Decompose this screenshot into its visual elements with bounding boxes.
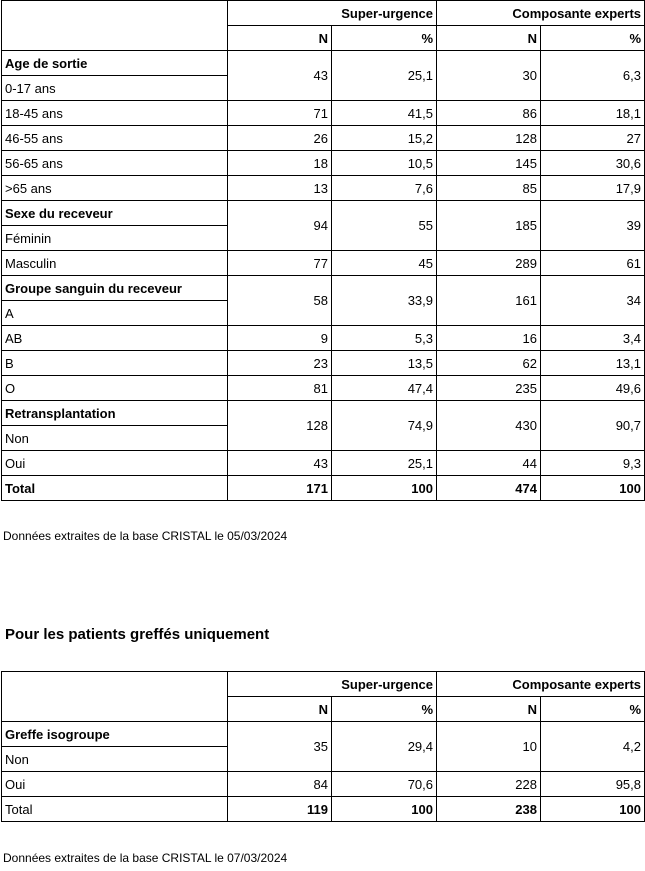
value-cell: 13,1 [541, 351, 645, 376]
value-cell: 289 [437, 251, 541, 276]
row-label: Total [2, 797, 228, 822]
total-row [2, 476, 645, 501]
value-cell: 74,9 [332, 401, 437, 451]
row-label: 18-45 ans [2, 101, 228, 126]
subheader-n: N [228, 697, 332, 722]
value-cell: 23 [228, 351, 332, 376]
value-cell: 62 [437, 351, 541, 376]
value-cell: 29,4 [332, 722, 437, 772]
value-cell: 15,2 [332, 126, 437, 151]
section-row [2, 51, 645, 76]
value-cell: 61 [541, 251, 645, 276]
table-row [2, 451, 645, 476]
value-cell: 71 [228, 101, 332, 126]
subheader-n: N [228, 26, 332, 51]
value-cell: 41,5 [332, 101, 437, 126]
value-cell: 25,1 [332, 51, 437, 101]
value-cell: 9 [228, 326, 332, 351]
value-cell: 26 [228, 126, 332, 151]
value-cell: 100 [541, 476, 645, 501]
table-row [2, 126, 645, 151]
row-label: 46-55 ans [2, 126, 228, 151]
subheader-pct: % [332, 26, 437, 51]
value-cell: 35 [228, 722, 332, 772]
value-cell: 45 [332, 251, 437, 276]
value-cell: 17,9 [541, 176, 645, 201]
group-header-row [2, 672, 645, 697]
section-label: Retransplantation [2, 401, 228, 426]
value-cell: 238 [437, 797, 541, 822]
value-cell: 33,9 [332, 276, 437, 326]
value-cell: 94 [228, 201, 332, 251]
section-label: Greffe isogroupe [2, 722, 228, 747]
row-label: A [2, 301, 228, 326]
value-cell: 13,5 [332, 351, 437, 376]
value-cell: 30,6 [541, 151, 645, 176]
section-row [2, 401, 645, 426]
row-label: Oui [2, 451, 228, 476]
value-cell: 77 [228, 251, 332, 276]
value-cell: 100 [332, 797, 437, 822]
corner-cell [2, 672, 228, 722]
table-row [2, 101, 645, 126]
value-cell: 18 [228, 151, 332, 176]
table-row [2, 176, 645, 201]
value-cell: 13 [228, 176, 332, 201]
value-cell: 84 [228, 772, 332, 797]
row-label: AB [2, 326, 228, 351]
value-cell: 18,1 [541, 101, 645, 126]
table-row [2, 151, 645, 176]
value-cell: 90,7 [541, 401, 645, 451]
corner-cell [2, 1, 228, 51]
table-grafted [1, 671, 645, 822]
table-body [2, 722, 645, 822]
subheader-pct: % [332, 697, 437, 722]
group-header-composante-experts: Composante experts [437, 1, 645, 26]
row-label: Non [2, 747, 228, 772]
value-cell: 128 [437, 126, 541, 151]
total-row [2, 797, 645, 822]
value-cell: 10,5 [332, 151, 437, 176]
source-note: Données extraites de la base CRISTAL le 07/03/2024 [3, 851, 288, 865]
table-row [2, 772, 645, 797]
value-cell: 4,2 [541, 722, 645, 772]
value-cell: 5,3 [332, 326, 437, 351]
value-cell: 3,4 [541, 326, 645, 351]
value-cell: 43 [228, 451, 332, 476]
section-label: Groupe sanguin du receveur [2, 276, 228, 301]
section-label: Sexe du receveur [2, 201, 228, 226]
table-row [2, 251, 645, 276]
value-cell: 85 [437, 176, 541, 201]
group-header-row [2, 1, 645, 26]
value-cell: 44 [437, 451, 541, 476]
group-header-super-urgence: Super-urgence [228, 1, 437, 26]
value-cell: 9,3 [541, 451, 645, 476]
row-label: Féminin [2, 226, 228, 251]
value-cell: 30 [437, 51, 541, 101]
table-row [2, 376, 645, 401]
value-cell: 47,4 [332, 376, 437, 401]
value-cell: 185 [437, 201, 541, 251]
value-cell: 58 [228, 276, 332, 326]
value-cell: 100 [541, 797, 645, 822]
value-cell: 474 [437, 476, 541, 501]
value-cell: 235 [437, 376, 541, 401]
table-recipients [1, 0, 645, 501]
table-row [2, 326, 645, 351]
section-heading: Pour les patients greffés uniquement [5, 626, 270, 643]
source-note: Données extraites de la base CRISTAL le 05/03/2024 [3, 529, 288, 543]
table-row [2, 351, 645, 376]
value-cell: 119 [228, 797, 332, 822]
section-row [2, 201, 645, 226]
value-cell: 128 [228, 401, 332, 451]
value-cell: 34 [541, 276, 645, 326]
row-label: Non [2, 426, 228, 451]
row-label: Masculin [2, 251, 228, 276]
value-cell: 10 [437, 722, 541, 772]
value-cell: 81 [228, 376, 332, 401]
value-cell: 100 [332, 476, 437, 501]
value-cell: 43 [228, 51, 332, 101]
row-label: B [2, 351, 228, 376]
subheader-n: N [437, 697, 541, 722]
row-label: 56-65 ans [2, 151, 228, 176]
value-cell: 161 [437, 276, 541, 326]
value-cell: 27 [541, 126, 645, 151]
value-cell: 430 [437, 401, 541, 451]
table-body [2, 51, 645, 501]
group-header-composante-experts: Composante experts [437, 672, 645, 697]
value-cell: 25,1 [332, 451, 437, 476]
group-header-super-urgence: Super-urgence [228, 672, 437, 697]
value-cell: 70,6 [332, 772, 437, 797]
subheader-pct: % [541, 697, 645, 722]
section-row [2, 276, 645, 301]
row-label: 0-17 ans [2, 76, 228, 101]
value-cell: 39 [541, 201, 645, 251]
value-cell: 55 [332, 201, 437, 251]
value-cell: 6,3 [541, 51, 645, 101]
subheader-n: N [437, 26, 541, 51]
section-row [2, 722, 645, 747]
row-label: >65 ans [2, 176, 228, 201]
row-label: Total [2, 476, 228, 501]
value-cell: 49,6 [541, 376, 645, 401]
section-label: Age de sortie [2, 51, 228, 76]
row-label: O [2, 376, 228, 401]
value-cell: 228 [437, 772, 541, 797]
value-cell: 145 [437, 151, 541, 176]
value-cell: 171 [228, 476, 332, 501]
value-cell: 95,8 [541, 772, 645, 797]
value-cell: 16 [437, 326, 541, 351]
row-label: Oui [2, 772, 228, 797]
subheader-pct: % [541, 26, 645, 51]
value-cell: 86 [437, 101, 541, 126]
value-cell: 7,6 [332, 176, 437, 201]
